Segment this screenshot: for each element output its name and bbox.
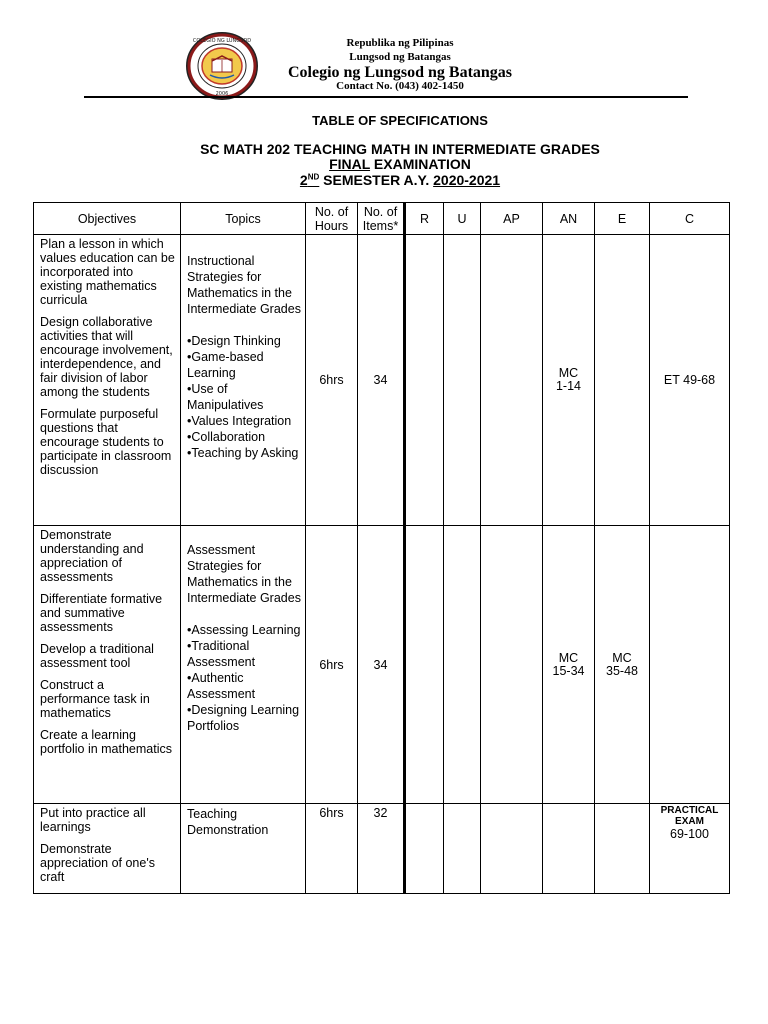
an-cell <box>543 804 595 894</box>
header-c: C <box>650 203 730 235</box>
r-cell <box>405 235 444 526</box>
objective-text: Demonstrate appreciation of one's craft <box>40 842 155 884</box>
header-an: AN <box>543 203 595 235</box>
header-ap: AP <box>481 203 543 235</box>
objective-text: Demonstrate understanding and appreciation of assessments <box>40 528 144 584</box>
practical-exam-label: PRACTICAL EXAM <box>660 805 719 827</box>
objective-text: Put into practice all learnings <box>40 806 146 834</box>
objective-text: Design collaborative activities that will encourage involvement, interdependence, and fair division of labor among the students <box>40 315 173 399</box>
topic-item: •Assessing Learning <box>187 623 301 637</box>
semester-title <box>100 172 700 188</box>
header-items: No. of Items* <box>358 203 405 235</box>
college-seal-logo <box>185 31 259 101</box>
topic-item: •Teaching by Asking <box>187 446 299 460</box>
c-cell <box>650 526 730 804</box>
exam-rest: EXAMINATION <box>370 156 471 172</box>
an-cell: MC 15-34 <box>543 526 595 804</box>
r-cell <box>405 526 444 804</box>
e-cell <box>595 235 650 526</box>
objective-text: Construct a performance task in mathematics <box>40 678 150 720</box>
hours-cell: 6hrs <box>306 804 358 894</box>
svg-text:2006: 2006 <box>215 91 229 97</box>
objective-text: Formulate purposeful questions that encourage students to participate in classroom discussion <box>40 407 172 477</box>
topics-cell <box>181 526 306 804</box>
header-contact: Contact No. (043) 402-1450 <box>336 80 464 92</box>
sem-number: 2ND <box>299 172 320 188</box>
ap-cell <box>481 526 543 804</box>
u-cell <box>444 235 481 526</box>
objective-text: Develop a traditional assessment tool <box>40 642 154 670</box>
e-cell <box>595 804 650 894</box>
hours-cell: 6hrs <box>306 526 358 804</box>
topic-item: •Use of Manipulatives <box>187 382 264 412</box>
an-cell: MC 1-14 <box>543 235 595 526</box>
sem-text: SEMESTER A.Y. <box>319 172 434 188</box>
topic-item: •Game-based Learning <box>187 350 264 380</box>
c-cell: ET 49-68 <box>650 235 730 526</box>
course-title: SC MATH 202 TEACHING MATH IN INTERMEDIATE GRADES <box>200 141 600 157</box>
table-row <box>34 526 730 804</box>
objectives-cell <box>34 235 181 526</box>
header-college-name: Colegio ng Lungsod ng Batangas <box>287 64 513 81</box>
ap-cell <box>481 804 543 894</box>
items-cell: 32 <box>358 804 405 894</box>
items-cell: 34 <box>358 235 405 526</box>
topics-cell <box>181 804 306 894</box>
hours-cell: 6hrs <box>306 235 358 526</box>
e-cell: MC 35-48 <box>595 526 650 804</box>
topic-item: •Values Integration <box>187 414 292 428</box>
document-title: TABLE OF SPECIFICATIONS <box>312 113 488 128</box>
exam-final: FINAL <box>329 156 371 172</box>
topic-item: •Traditional Assessment <box>187 639 256 669</box>
header-u: U <box>444 203 481 235</box>
practical-exam-items: 69-100 <box>670 827 709 841</box>
header-divider <box>84 96 688 98</box>
topic-title: Teaching Demonstration <box>187 807 269 837</box>
specifications-table <box>33 202 730 894</box>
topic-title: Assessment Strategies for Mathematics in the Intermediate Grades <box>187 543 301 605</box>
c-cell <box>650 804 730 894</box>
svg-text:COLEGIO NG LUNGSOD: COLEGIO NG LUNGSOD <box>192 38 252 44</box>
objective-text: Create a learning portfolio in mathematics <box>40 728 173 756</box>
header-r: R <box>405 203 444 235</box>
u-cell <box>444 804 481 894</box>
header-objectives: Objectives <box>34 203 181 235</box>
items-cell: 34 <box>358 526 405 804</box>
objectives-cell <box>34 526 181 804</box>
objectives-cell <box>34 804 181 894</box>
header-republika: Republika ng Pilipinas <box>346 37 454 49</box>
r-cell <box>405 804 444 894</box>
objective-text: Plan a lesson in which values education can be incorporated into existing mathematics curricula <box>40 237 175 307</box>
header-hours: No. of Hours <box>306 203 358 235</box>
topic-title: Instructional Strategies for Mathematics in the Intermediate Grades <box>187 254 301 316</box>
topic-item: •Designing Learning Portfolios <box>187 703 300 733</box>
sem-year: 2020-2021 <box>433 172 501 188</box>
objective-text: Differentiate formative and summative assessments <box>40 592 163 634</box>
header-lungsod: Lungsod ng Batangas <box>349 51 451 63</box>
topic-item: •Authentic Assessment <box>187 671 256 701</box>
table-row <box>34 804 730 894</box>
table-header-row <box>34 203 730 235</box>
topics-cell <box>181 235 306 526</box>
table-row <box>34 235 730 526</box>
ap-cell <box>481 235 543 526</box>
header-topics: Topics <box>181 203 306 235</box>
header-e: E <box>595 203 650 235</box>
u-cell <box>444 526 481 804</box>
exam-title <box>100 156 700 172</box>
topic-item: •Design Thinking <box>187 334 281 348</box>
topic-item: •Collaboration <box>187 430 266 444</box>
